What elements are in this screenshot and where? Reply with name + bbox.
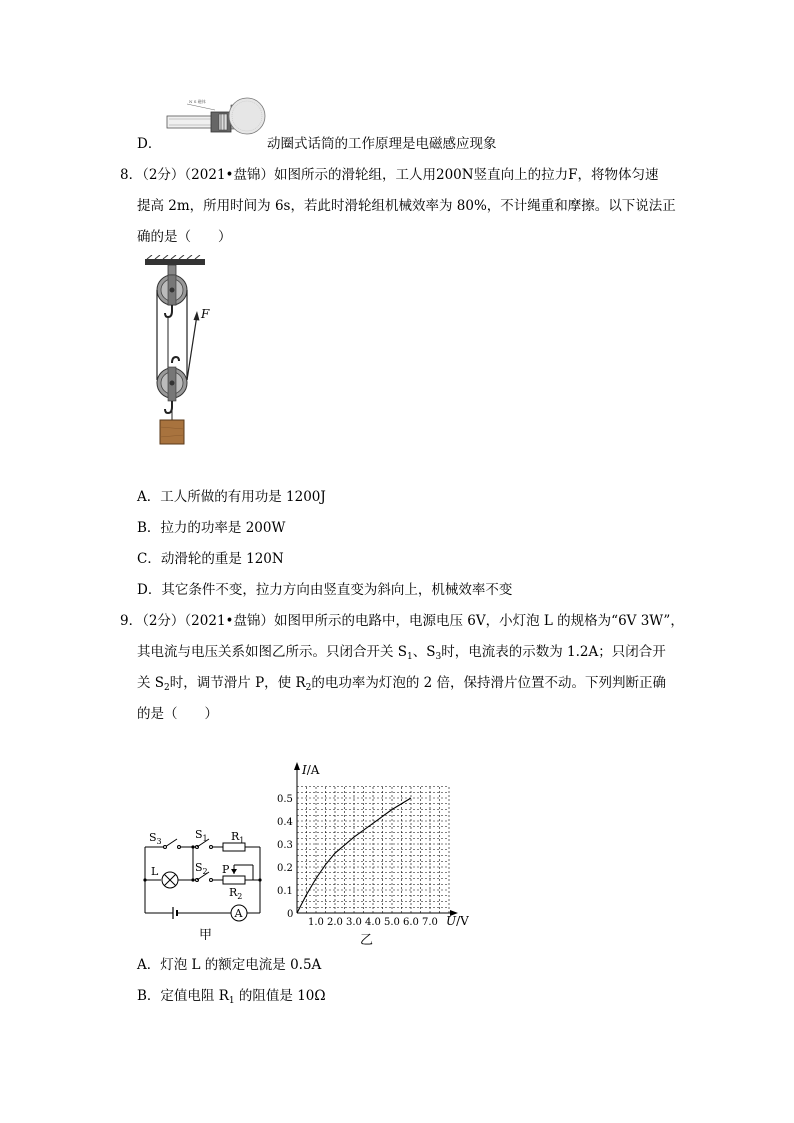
q9-stem-line4: 的是（ ） (137, 706, 218, 722)
microphone-figure (165, 96, 267, 138)
q8-option-a: A．工人所做的有用功是 1200J (137, 489, 326, 505)
label-r2: $R_2$ (229, 886, 243, 901)
q9-option-b: B．定值电阻 $R_1$ 的阻值是 10Ω (137, 988, 326, 1006)
x-tick-label: 3.0 (346, 917, 362, 928)
y-tick-label: 0.1 (277, 886, 293, 897)
ammeter-icon: A (234, 907, 243, 920)
x-tick-label: 4.0 (365, 917, 381, 928)
q8-option-d: D．其它条件不变，拉力方向由竖直变为斜向上，机械效率不变 (137, 582, 513, 598)
q8-option-b: B．拉力的功率是 200W (137, 520, 286, 536)
label-lamp-l: L (151, 865, 159, 878)
q8-stem-line2: 提高 2m，所用时间为 6s，若此时滑轮组机械效率为 80%，不计绳重和摩擦。以下说法正 (137, 198, 676, 214)
q7-option-d-label: D． (137, 136, 162, 152)
q9-stem-line1: 9．（2分）（2021•盘锦）如图甲所示的电路中，电源电压 6V，小灯泡 L 的规格为“6V 3W”， (120, 613, 684, 629)
y-tick-label: 0.2 (277, 863, 293, 874)
svg-text:N S 磁体: N S 磁体 (189, 99, 206, 104)
label-r1: $R_1$ (231, 830, 245, 845)
x-tick-label: 1.0 (308, 917, 324, 928)
q9-stem-line2: 其电流与电压关系如图乙所示。只闭合开关 $S_1$、$S_3$时，电流表的示数为 1.2A；只闭合开 (137, 644, 666, 662)
q9-stem-line3: 关 $S_2$时，调节滑片 P，使 $R_2$的电功率为灯泡的 2 倍，保持滑片位置不动。下列判断正确 (137, 675, 667, 693)
y-axis-label: I/A (302, 763, 320, 777)
circuit-caption: 甲 (199, 928, 213, 940)
q8-option-c: C．动滑轮的重是 120N (137, 551, 284, 567)
label-s3: $S_3$ (149, 831, 162, 846)
chart-caption: 乙 (360, 933, 374, 948)
force-label-f: F (201, 307, 210, 321)
label-s1: $S_1$ (195, 828, 208, 843)
x-tick-label: 5.0 (384, 917, 400, 928)
pulley-figure (135, 255, 245, 450)
x-tick-label: 6.0 (403, 917, 419, 928)
x-tick-label: 7.0 (422, 917, 438, 928)
x-axis-label: U/V (446, 914, 469, 928)
y-tick-label: 0.4 (277, 817, 293, 828)
circuit-diagram (135, 825, 275, 940)
label-p: P (222, 863, 230, 876)
x-tick-label: 2.0 (327, 917, 343, 928)
q7-option-d-text: 动圈式话筒的工作原理是电磁感应现象 (267, 136, 497, 152)
y-tick-label: 0.5 (277, 794, 293, 805)
y-tick-label: 0.3 (277, 840, 293, 851)
q8-stem-line3: 确的是（ ） (137, 229, 232, 245)
origin-label: 0 (287, 909, 294, 920)
iu-chart (270, 758, 480, 948)
label-s2: $S_2$ (195, 861, 208, 876)
q9-option-a: A．灯泡 L 的额定电流是 0.5A (137, 957, 322, 973)
q8-stem-line1: 8．（2分）（2021•盘锦）如图所示的滑轮组，工人用200N竖直向上的拉力F，将物体匀速 (120, 167, 659, 183)
